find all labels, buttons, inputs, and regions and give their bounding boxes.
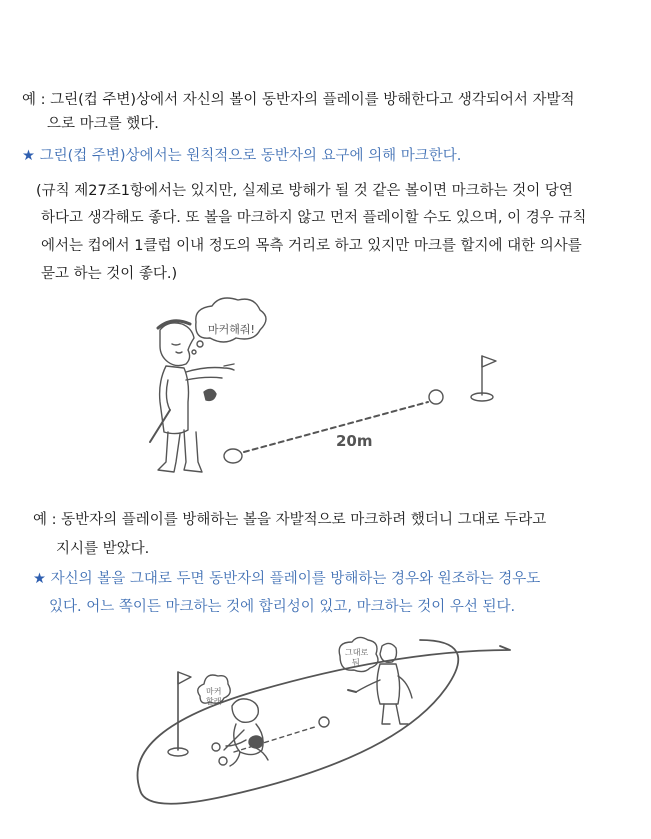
marker-golfer-figure xyxy=(224,699,268,766)
answer1-text: 그린(컵 주변)상에서는 원칙적으로 동반자의 요구에 의해 마크한다. xyxy=(39,148,462,164)
example2-line2: 지시를 받았다. xyxy=(56,541,150,557)
partner-speech-text-1: 그대로 xyxy=(345,648,369,657)
ball-near xyxy=(224,449,242,463)
marker-speech-bubble xyxy=(198,675,231,703)
answer2-text1: 자신의 볼을 그대로 두면 동반자의 플레이를 방해하는 경우와 원조하는 경우도 xyxy=(50,571,541,587)
partner-golfer-figure xyxy=(348,643,412,724)
marker-speech-text-1: 마커 xyxy=(206,687,222,696)
note1-line3: 에서는 컵에서 1클럽 이내 정도의 목측 거리로 하고 있지만 마크를 할지에 대한 의사를 xyxy=(41,238,582,254)
green-outline xyxy=(138,640,511,804)
speech-bubble xyxy=(192,298,266,354)
star-icon: ★ xyxy=(33,571,46,587)
marker-speech-text-2: 할래 xyxy=(206,697,222,706)
partner-speech-text-2: 둬 xyxy=(352,658,360,667)
answer2-line1 xyxy=(33,569,540,589)
example1-line2: 으로 마크를 했다. xyxy=(47,116,159,132)
ball-path-line xyxy=(244,402,428,452)
answer2-line2: 있다. 어느 쪽이든 마크하는 것에 합리성이 있고, 마크하는 것이 우선 된다. xyxy=(49,599,516,615)
answer1 xyxy=(22,146,461,166)
star-icon: ★ xyxy=(22,148,35,164)
golfer-figure xyxy=(150,321,234,472)
flag-icon xyxy=(471,356,496,401)
example1-line1: 예 : 그린(컵 주변)상에서 자신의 볼이 동반자의 플레이를 방해한다고 생각되어서 자발적 xyxy=(22,92,575,108)
distance-label: 20m xyxy=(336,432,373,450)
flag-icon xyxy=(168,672,191,756)
note1-line1: (규칙 제27조1항에서는 있지만, 실제로 방해가 될 것 같은 볼이면 마크하는 것이 당연 xyxy=(36,183,573,199)
ball-path-line xyxy=(234,726,318,752)
ball-near xyxy=(219,757,227,765)
speech-text: 마커해줘! xyxy=(208,323,255,336)
note1-line2: 하다고 생각해도 좋다. 또 볼을 마크하지 않고 먼저 플레이할 수도 있으며, 이 경우 규칙 xyxy=(41,210,587,226)
marker-coin xyxy=(212,743,220,751)
ball-far xyxy=(319,717,329,727)
example2-line1: 예 : 동반자의 플레이를 방해하는 볼을 자발적으로 마크하려 했더니 그대로 두라고 xyxy=(33,512,547,528)
note1-line4: 묻고 하는 것이 좋다.) xyxy=(41,266,178,282)
partner-speech-bubble xyxy=(339,637,378,671)
ball-far xyxy=(429,390,443,404)
